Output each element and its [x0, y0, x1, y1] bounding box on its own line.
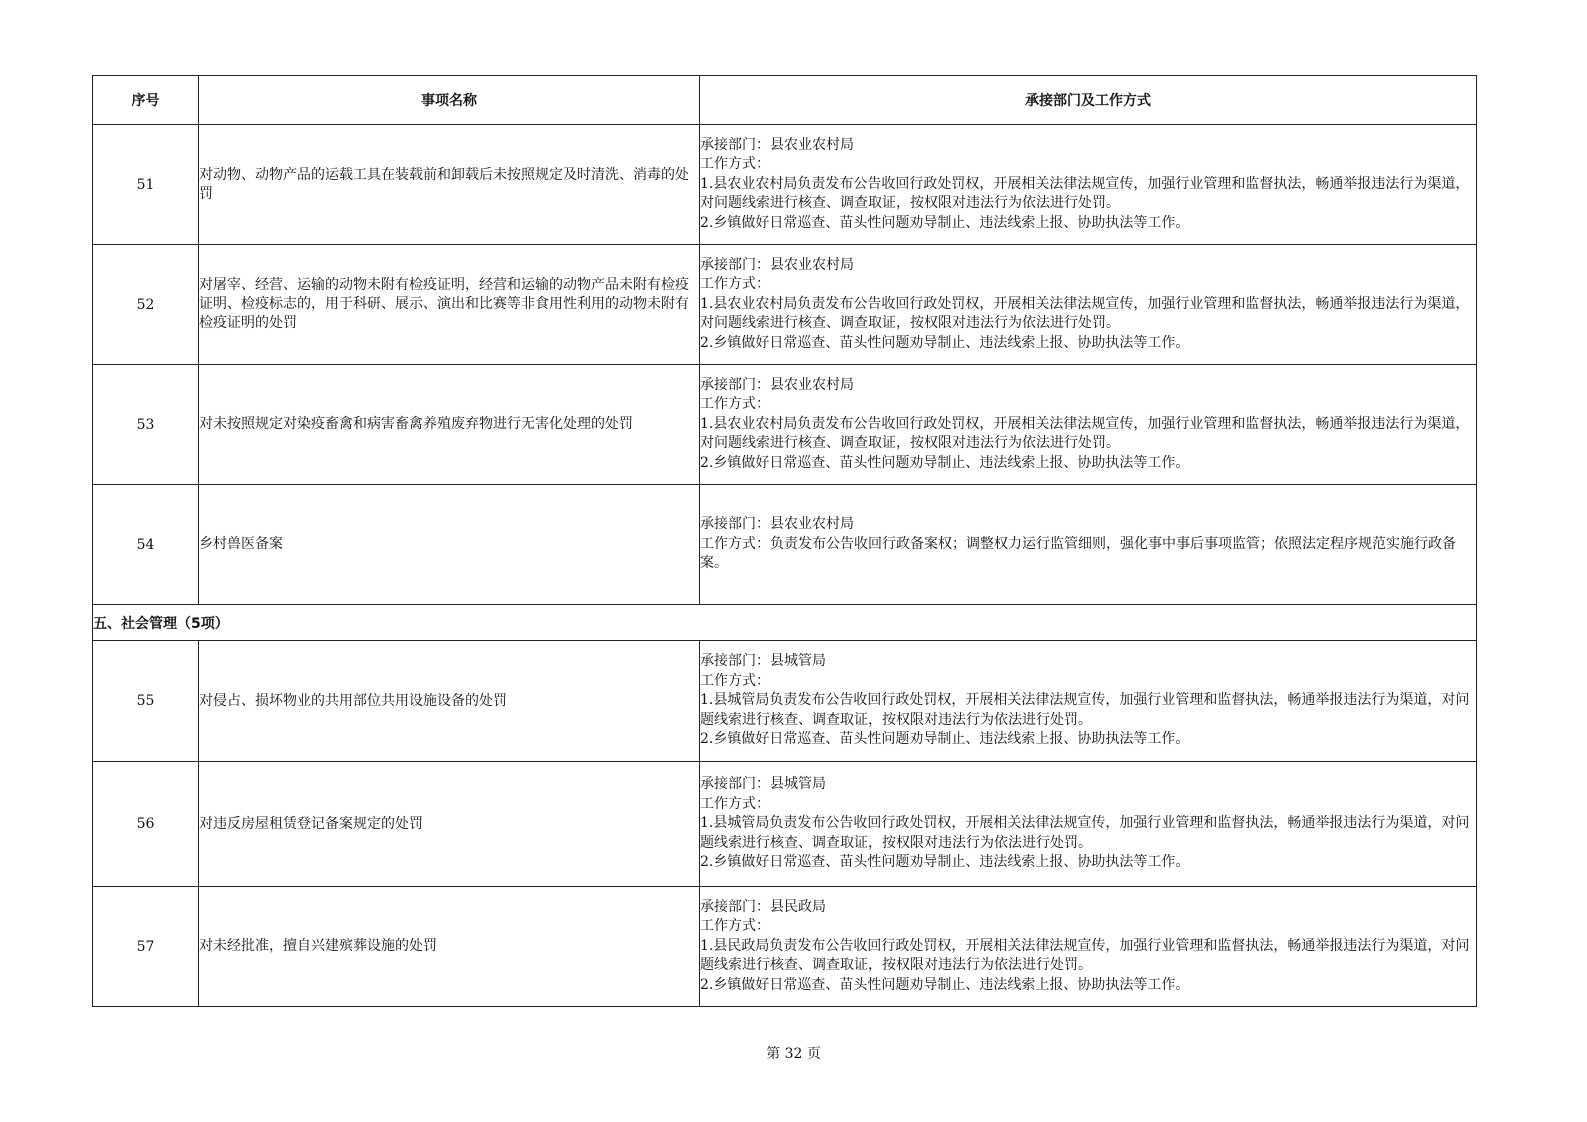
dept-line: 工作方式：	[700, 672, 770, 689]
section-title: 五、社会管理（5项）	[93, 605, 1477, 641]
dept-line: 工作方式：	[700, 156, 770, 173]
dept-line: 2.乡镇做好日常巡查、苗头性问题劝导制止、违法线索上报、协助执法等工作。	[700, 976, 1190, 993]
row-index: 55	[93, 641, 199, 762]
dept-line: 1.县城管局负责发布公告收回行政处罚权，开展相关法律法规宣传，加强行业管理和监督执法，畅通举报违法行为渠道，对问题线索进行核查、调查取证，按权限对违法行为依法进行处罚。	[700, 692, 1470, 728]
row-item-name: 对动物、动物产品的运载工具在装载前和卸载后未按照规定及时清洗、消毒的处罚	[199, 125, 700, 245]
row-dept-method	[700, 762, 1477, 887]
row-item-name: 对侵占、损坏物业的共用部位共用设施设备的处罚	[199, 641, 700, 762]
dept-line: 1.县农业农村局负责发布公告收回行政处罚权，开展相关法律法规宣传，加强行业管理和监督执法，畅通举报违法行为渠道，对问题线索进行核查、调查取证，按权限对违法行为依法进行处罚。	[700, 295, 1470, 332]
dept-line: 承接部门：县民政局	[700, 898, 826, 915]
dept-line: 承接部门：县城管局	[700, 653, 826, 670]
header-item-name: 事项名称	[199, 76, 700, 125]
dept-line: 2.乡镇做好日常巡查、苗头性问题劝导制止、违法线索上报、协助执法等工作。	[700, 454, 1190, 471]
row-index: 52	[93, 245, 199, 365]
row-item-name: 乡村兽医备案	[199, 485, 700, 605]
dept-line: 2.乡镇做好日常巡查、苗头性问题劝导制止、违法线索上报、协助执法等工作。	[700, 214, 1190, 231]
dept-line: 1.县民政局负责发布公告收回行政处罚权，开展相关法律法规宣传，加强行业管理和监督执法，畅通举报违法行为渠道，对问题线索进行核查、调查取证，按权限对违法行为依法进行处罚。	[700, 937, 1470, 974]
header-row	[93, 76, 1477, 125]
header-index: 序号	[93, 76, 199, 125]
row-item-name: 对违反房屋租赁登记备案规定的处罚	[199, 762, 700, 887]
dept-line: 1.县城管局负责发布公告收回行政处罚权，开展相关法律法规宣传，加强行业管理和监督执法，畅通举报违法行为渠道，对问题线索进行核查、调查取证，按权限对违法行为依法进行处罚。	[700, 815, 1470, 851]
dept-line: 工作方式：	[700, 276, 770, 293]
row-item-name: 对屠宰、经营、运输的动物未附有检疫证明，经营和运输的动物产品未附有检疫证明、检疫标志的，用于科研、展示、演出和比赛等非食用性利用的动物未附有检疫证明的处罚	[199, 245, 700, 365]
row-item-name: 对未经批准，擅自兴建殡葬设施的处罚	[199, 887, 700, 1007]
row-index: 57	[93, 887, 199, 1007]
dept-line: 2.乡镇做好日常巡查、苗头性问题劝导制止、违法线索上报、协助执法等工作。	[700, 854, 1190, 871]
row-dept-method	[700, 125, 1477, 245]
row-dept-method	[700, 887, 1477, 1007]
row-dept-method	[700, 365, 1477, 485]
header-dept-method: 承接部门及工作方式	[700, 76, 1477, 125]
dept-line: 承接部门：县农业农村局	[700, 516, 854, 533]
dept-line: 2.乡镇做好日常巡查、苗头性问题劝导制止、违法线索上报、协助执法等工作。	[700, 731, 1190, 748]
table-row	[93, 762, 1477, 887]
dept-line: 承接部门：县农业农村局	[700, 256, 854, 273]
dept-line: 工作方式：负责发布公告收回行政备案权；调整权力运行监管细则，强化事中事后事项监管；依照法定程序规范实施行政备案。	[700, 535, 1456, 572]
dept-line: 工作方式：	[700, 396, 770, 413]
dept-line: 承接部门：县城管局	[700, 776, 826, 793]
dept-line: 工作方式：	[700, 795, 770, 812]
section-row	[93, 605, 1477, 641]
table-row	[93, 365, 1477, 485]
dept-line: 承接部门：县农业农村局	[700, 376, 854, 393]
dept-line: 承接部门：县农业农村局	[700, 136, 854, 153]
row-index: 54	[93, 485, 199, 605]
row-index: 53	[93, 365, 199, 485]
row-item-name: 对未按照规定对染疫畜禽和病害畜禽养殖废弃物进行无害化处理的处罚	[199, 365, 700, 485]
table-row	[93, 887, 1477, 1007]
table-row	[93, 245, 1477, 365]
table-row	[93, 485, 1477, 605]
row-dept-method	[700, 485, 1477, 605]
dept-line: 2.乡镇做好日常巡查、苗头性问题劝导制止、违法线索上报、协助执法等工作。	[700, 334, 1190, 351]
dept-line: 1.县农业农村局负责发布公告收回行政处罚权，开展相关法律法规宣传，加强行业管理和监督执法，畅通举报违法行为渠道，对问题线索进行核查、调查取证，按权限对违法行为依法进行处罚。	[700, 415, 1470, 452]
table-row	[93, 641, 1477, 762]
dept-line: 1.县农业农村局负责发布公告收回行政处罚权，开展相关法律法规宣传，加强行业管理和监督执法，畅通举报违法行为渠道，对问题线索进行核查、调查取证，按权限对违法行为依法进行处罚。	[700, 175, 1470, 212]
dept-line: 工作方式：	[700, 918, 770, 935]
row-index: 56	[93, 762, 199, 887]
row-dept-method	[700, 641, 1477, 762]
page-number: 第 32 页	[766, 1046, 821, 1062]
row-index: 51	[93, 125, 199, 245]
row-dept-method	[700, 245, 1477, 365]
table-row	[93, 125, 1477, 245]
items-table	[92, 75, 1477, 1007]
